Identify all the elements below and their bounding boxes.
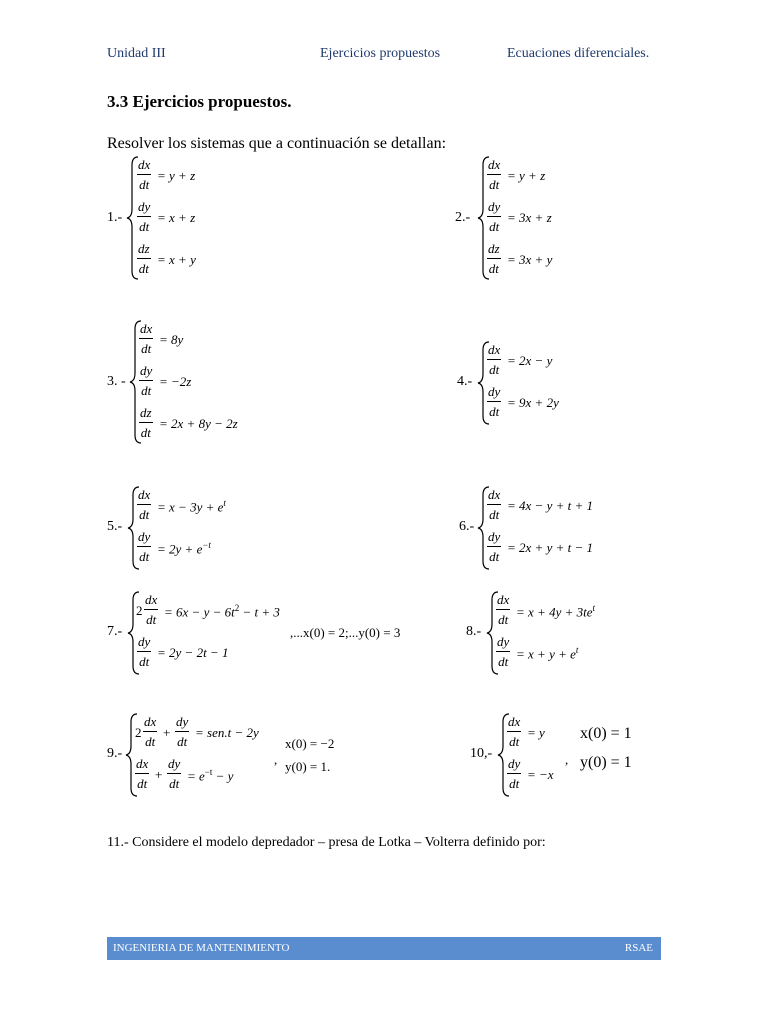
fraction: dx dt bbox=[140, 321, 153, 356]
fraction: dx dt bbox=[144, 714, 157, 749]
plus-sign: + bbox=[155, 767, 163, 782]
initial-condition-y: y(0) = 1 bbox=[580, 754, 632, 771]
initial-condition-x: x(0) = 1 bbox=[580, 725, 632, 742]
exercise-label: 9.- bbox=[107, 746, 123, 761]
fraction: dy dt bbox=[140, 363, 153, 398]
header-section: Ejercicios propuestos bbox=[320, 46, 441, 61]
exercise-label: 1.- bbox=[107, 210, 123, 225]
fraction: dz dt bbox=[488, 241, 500, 276]
fraction: dx dt bbox=[497, 592, 510, 627]
exercise-label: 5.- bbox=[107, 519, 123, 534]
coefficient: 2 bbox=[136, 603, 143, 618]
equation-rhs: = −2z bbox=[159, 374, 192, 389]
exercise-label: 2.- bbox=[455, 210, 471, 225]
fraction: dy dt bbox=[488, 384, 501, 419]
comma: , bbox=[565, 752, 569, 767]
equation-rhs: = $x - 3y + e^t$ bbox=[157, 498, 226, 515]
exercise-7 bbox=[107, 590, 437, 680]
exercise-6 bbox=[459, 485, 709, 575]
fraction: dy dt bbox=[138, 529, 151, 564]
fraction: dx dt bbox=[488, 487, 501, 522]
exercise-11-text: 11.- Considere el modelo depredador – presa de Lotka – Volterra definido por: bbox=[107, 835, 546, 850]
comma: , bbox=[274, 752, 278, 767]
fraction: dx dt bbox=[508, 714, 521, 749]
footer-bar bbox=[107, 937, 661, 960]
exercise-4 bbox=[457, 340, 707, 430]
fraction: dy dt bbox=[168, 756, 181, 791]
equation-rhs: = 3x + y bbox=[507, 252, 553, 267]
equation-rhs: = 2y − 2t − 1 bbox=[157, 645, 229, 660]
fraction: dy dt bbox=[138, 634, 151, 669]
fraction: dy dt bbox=[497, 634, 510, 669]
initial-conditions: ,...x(0) = 2;...y(0) = 3 bbox=[290, 625, 401, 640]
coefficient: 2 bbox=[135, 725, 142, 740]
equation-rhs: = 2x + y + t − 1 bbox=[507, 540, 593, 555]
equation-rhs: = 4x − y + t + 1 bbox=[507, 498, 593, 513]
equation-rhs: = 2x − y bbox=[507, 353, 553, 368]
equation-rhs: = $e^{-t} - y$ bbox=[187, 767, 234, 784]
exercise-8 bbox=[466, 590, 716, 680]
header-subject: Ecuaciones diferenciales. bbox=[507, 46, 650, 61]
equation-rhs: = $x + y + e^t$ bbox=[516, 645, 579, 662]
exercise-label: 8.- bbox=[466, 624, 482, 639]
fraction: dx dt bbox=[488, 342, 501, 377]
equation-rhs: = sen.t − 2y bbox=[195, 725, 259, 740]
plus-sign: + bbox=[163, 725, 171, 740]
equation-rhs: = x + z bbox=[157, 210, 196, 225]
equation-rhs: = x + y bbox=[157, 252, 196, 267]
equation-rhs: = −x bbox=[527, 767, 554, 782]
fraction: dx dt bbox=[488, 157, 501, 192]
exercise-9 bbox=[107, 712, 437, 802]
equation-rhs: = 2x + 8y − 2z bbox=[159, 416, 238, 431]
exercise-label: 10,- bbox=[470, 746, 493, 761]
fraction: dy dt bbox=[508, 756, 521, 791]
exercise-label: 7.- bbox=[107, 624, 123, 639]
exercise-label: 3. - bbox=[107, 374, 126, 389]
equation-rhs: = 3x + z bbox=[507, 210, 552, 225]
exercise-10 bbox=[470, 712, 720, 802]
exercise-3 bbox=[107, 319, 387, 449]
fraction: dy dt bbox=[138, 199, 151, 234]
initial-condition-y: y(0) = 1. bbox=[285, 759, 331, 774]
intro-text: Resolver los sistemas que a continuación se detallan: bbox=[107, 135, 447, 152]
section-title: 3.3 Ejercicios propuestos. bbox=[107, 92, 292, 111]
equation-rhs: = 9x + 2y bbox=[507, 395, 559, 410]
exercise-2 bbox=[455, 155, 705, 285]
exercise-label: 4.- bbox=[457, 374, 473, 389]
equation-rhs: = y bbox=[527, 725, 545, 740]
equation-rhs: = $6x - y - 6t^2 - t + 3$ bbox=[164, 603, 280, 620]
equation-rhs: = 8y bbox=[159, 332, 184, 347]
exercise-1 bbox=[107, 155, 387, 285]
exercise-5 bbox=[107, 485, 387, 575]
fraction: dx dt bbox=[138, 487, 151, 522]
footer-left-text: INGENIERIA DE MANTENIMIENTO bbox=[113, 942, 290, 954]
header-unit: Unidad III bbox=[107, 46, 166, 61]
initial-condition-x: x(0) = −2 bbox=[285, 736, 335, 751]
fraction: dx dt bbox=[138, 157, 151, 192]
equation-rhs: = $2y + e^{-t}$ bbox=[157, 540, 211, 557]
fraction: dx dt bbox=[136, 756, 149, 791]
fraction: dy dt bbox=[488, 529, 501, 564]
fraction: dy dt bbox=[488, 199, 501, 234]
fraction: dx dt bbox=[145, 592, 158, 627]
equation-rhs: = y + z bbox=[507, 168, 546, 183]
fraction: dz dt bbox=[138, 241, 150, 276]
equation-rhs: = $x + 4y + 3te^t$ bbox=[516, 603, 596, 620]
fraction: dz dt bbox=[140, 405, 152, 440]
footer-right-text: RSAE bbox=[624, 942, 653, 954]
fraction: dy dt bbox=[176, 714, 189, 749]
equation-rhs: = y + z bbox=[157, 168, 196, 183]
exercise-label: 6.- bbox=[459, 519, 475, 534]
